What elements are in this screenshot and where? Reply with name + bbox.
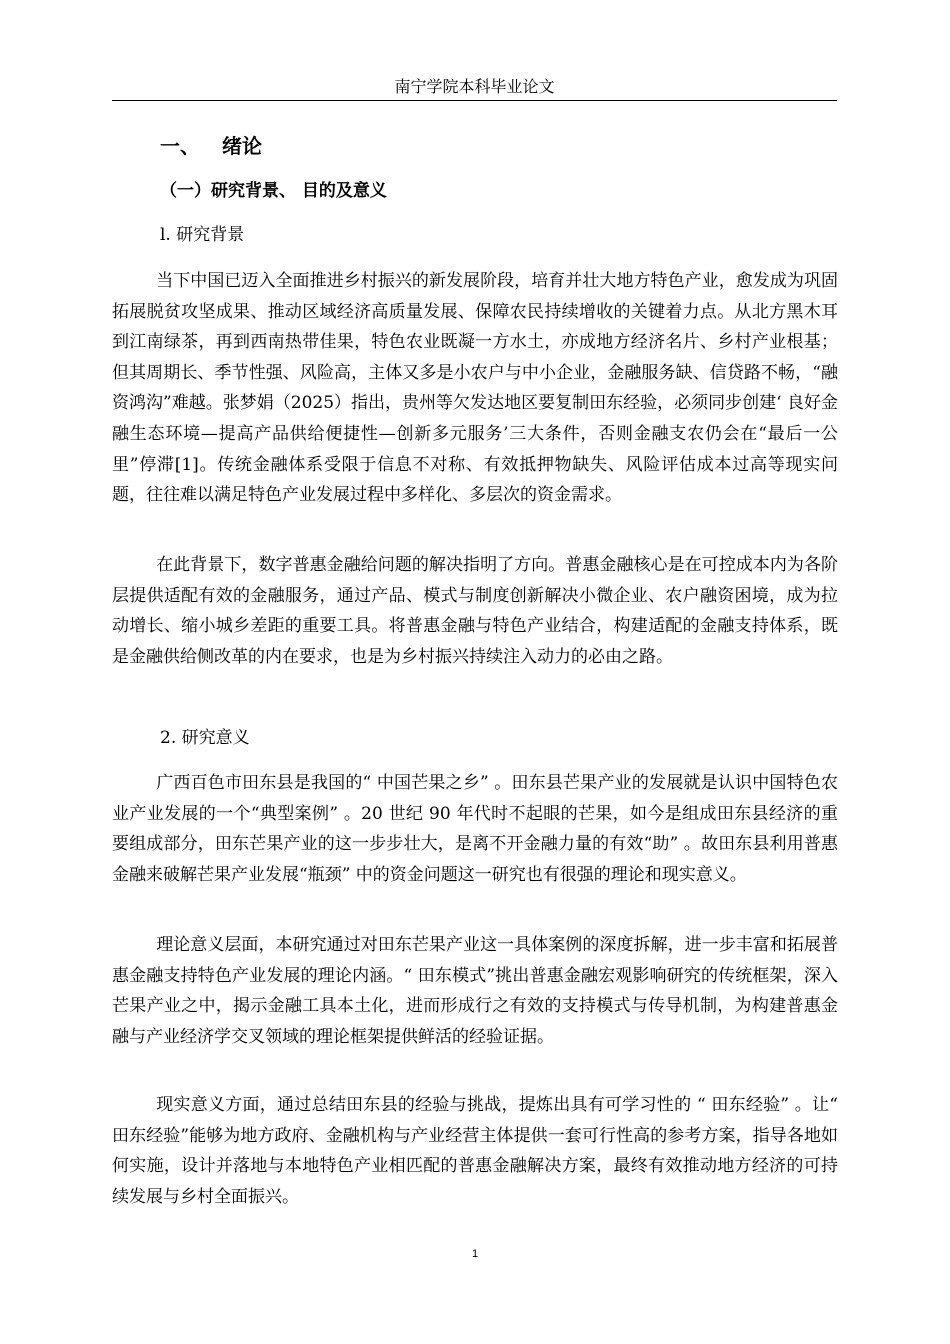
chapter-number: 一、: [160, 134, 200, 158]
body-paragraph: 在此背景下，数字普惠金融给问题的解决指明了方向。普惠金融核心是在可控成本内为各阶层提供适配有效的金融服务，通过产品、模式与制度创新解决小微企业、农户融资困境，成为拉动增长、缩小城乡差距的重要工具。将普惠金融与特色产业结合，构建适配的金融支持体系，既是金融供给侧改革的内在要求，也是为乡村振兴持续注入动力的必由之路。: [112, 555, 838, 667]
subsection-heading-background: l. 研究背景: [160, 225, 245, 245]
body-paragraph: 当下中国已迈入全面推进乡村振兴的新发展阶段，培育并壮大地方特色产业，愈发成为巩固拓展脱贫攻坚成果、推动区域经济高质量发展、保障农民持续增收的关键着力点。从北方黑木耳到江南绿茶，再到西南热带佳果，特色农业既凝一方水土，亦成地方经济名片、乡村产业根基；但其周期长、季节性强、风险高，主体又多是小农户与中小企业，金融服务缺、信贷路不畅，“融资鸿沟”难越。张梦娟（2025）指出，贵州等欠发达地区要复制田东经验，必须同步创建‘ 良好金融生态环境—提高产品供给便捷性—创新多元服务’三大条件，否则金融支农仍会在“最后一公里”停滞[1]。传统金融体系受限于信息不对称、有效抵押物缺失、风险评估成本过高等现实问题，往往难以满足特色产业发展过程中多样化、多层次的资金需求。: [112, 271, 838, 506]
chapter-heading: [160, 133, 262, 159]
page-number: 1: [471, 1248, 479, 1260]
subsection-heading-significance: 2. 研究意义: [160, 728, 250, 748]
chapter-title: 绪论: [222, 134, 262, 158]
running-header: 南宁学院本科毕业论文: [394, 77, 555, 96]
section-heading: （一）研究背景、 目的及意义: [160, 181, 387, 201]
body-paragraph: 理论意义层面，本研究通过对田东芒果产业这一具体案例的深度拆解，进一步丰富和拓展普惠金融支持特色产业发展的理论内涵。“ 田东模式”挑出普惠金融宏观影响研究的传统框架，深入芒果产业之中，揭示金融工具本土化，进而形成行之有效的支持模式与传导机制，为构建普惠金融与产业经济学交叉领域的理论框架提供鲜活的经验证据。: [112, 935, 838, 1047]
body-paragraph: 现实意义方面，通过总结田东县的经验与挑战，提炼出具有可学习性的 “ 田东经验” 。让“ 田东经验”能够为地方政府、金融机构与产业经营主体提供一套可行性高的参考方案，指导各地如何实施，设计并落地与本地特色产业相匹配的普惠金融解决方案，最终有效推动地方经济的可持续发展与乡村全面振兴。: [112, 1095, 838, 1207]
body-paragraph: 广西百色市田东县是我国的“ 中国芒果之乡” 。田东县芒果产业的发展就是认识中国特色农业产业发展的一个“典型案例” 。20 世纪 90 年代时不起眼的芒果，如今是组成田东县经济的重要组成部分，田东芒果产业的这一步步壮大，是离不开金融力量的有效“助” 。故田东县利用普惠金融来破解芒果产业发展“瓶颈” 中的资金问题这一研究也有很强的理论和现实意义。: [112, 773, 838, 885]
header-divider: [112, 100, 837, 101]
